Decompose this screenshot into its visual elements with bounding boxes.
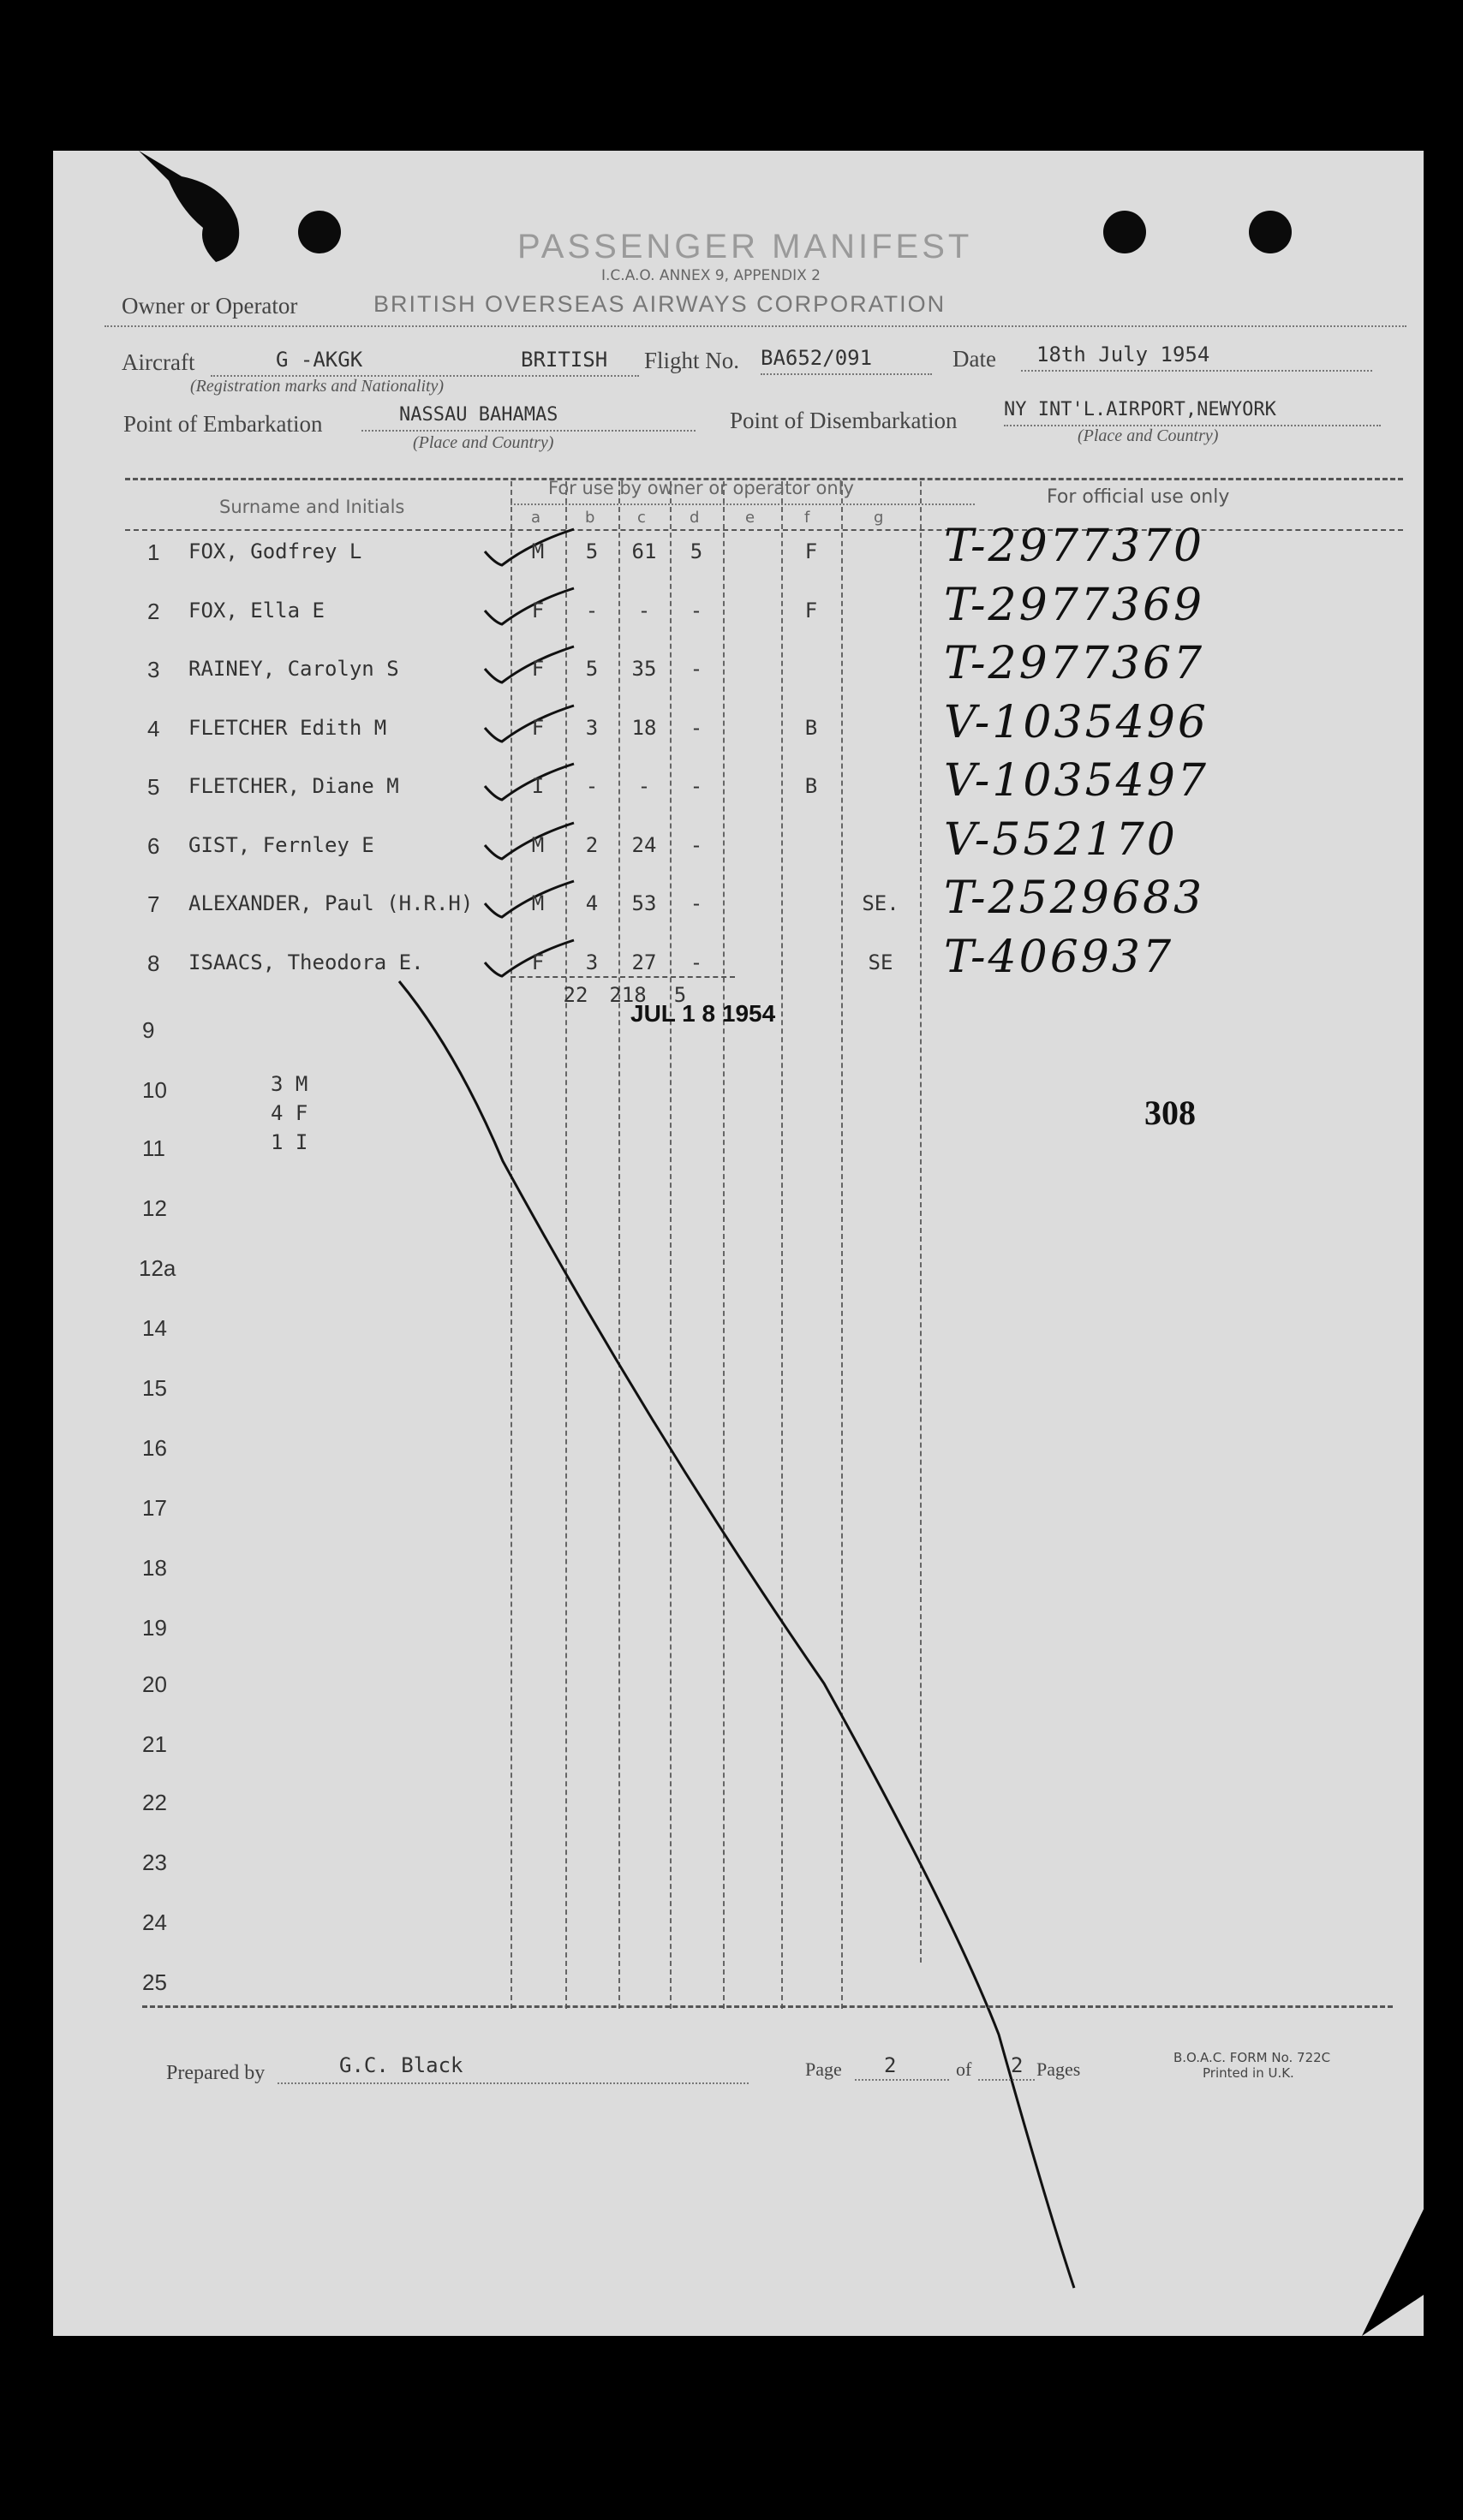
total-c: 218 [609, 983, 647, 1007]
row-number: 3 [147, 657, 160, 682]
official-number: V-1035497 [944, 755, 1209, 807]
cancel-pen-stroke [53, 151, 1424, 2336]
cell-f: F [804, 539, 818, 563]
empty-row-number: 16 [142, 1435, 167, 1461]
empty-row-number: 24 [142, 1909, 167, 1935]
cell-g: SE. [862, 891, 899, 915]
date-value: 18th July 1954 [1036, 343, 1210, 366]
flight-value: BA652/091 [761, 346, 873, 370]
official-number: T-2977367 [944, 638, 1205, 689]
sub-col-header-d: d [690, 509, 700, 527]
cell-d: - [690, 950, 703, 974]
cell-c: 18 [631, 715, 657, 740]
passenger-name: ALEXANDER, Paul (H.R.H) [188, 891, 474, 915]
of-label: of [956, 2058, 972, 2080]
cell-b: 3 [585, 715, 599, 740]
total-d: 5 [673, 983, 687, 1007]
sub-col-header-a: a [531, 509, 541, 527]
empty-row-number: 12 [142, 1195, 167, 1221]
owner-label: Owner or Operator [122, 293, 298, 319]
cell-c: 53 [631, 891, 657, 915]
row-number: 1 [147, 539, 160, 565]
row-number: 5 [147, 774, 160, 800]
cell-c: 27 [631, 950, 657, 974]
disembark-label: Point of Disembarkation [730, 408, 958, 433]
pages-label: Pages [1036, 2058, 1081, 2080]
empty-row-number: 19 [142, 1615, 167, 1641]
cell-d: 5 [690, 539, 703, 563]
count-stamp: 308 [1144, 1093, 1196, 1132]
owner-value: BRITISH OVERSEAS AIRWAYS CORPORATION [373, 291, 946, 317]
summary-male: 3 M [271, 1072, 308, 1096]
cell-a: M [531, 539, 545, 563]
empty-row-number: 23 [142, 1850, 167, 1875]
aircraft-note: (Registration marks and Nationality) [190, 377, 445, 396]
empty-row-number: 15 [142, 1375, 167, 1401]
row-number: 8 [147, 950, 160, 976]
cell-a: I [531, 774, 545, 798]
manifest-title: PASSENGER MANIFEST [517, 228, 973, 265]
printed-in: Printed in U.K. [1203, 2065, 1294, 2081]
sub-col-header-f: f [804, 509, 810, 527]
passenger-name: RAINEY, Carolyn S [188, 657, 399, 681]
cell-c: - [637, 774, 651, 798]
cell-d: - [690, 715, 703, 740]
sub-col-header-g: g [874, 509, 884, 527]
prepared-label: Prepared by [166, 2062, 266, 2084]
empty-row-number: 14 [142, 1315, 167, 1341]
cell-a: F [531, 598, 545, 623]
cell-b: 5 [585, 657, 599, 681]
empty-row-number: 25 [142, 1969, 167, 1995]
aircraft-value: G -AKGK [276, 348, 363, 372]
passenger-name: GIST, Fernley E [188, 832, 374, 857]
row-number: 4 [147, 715, 160, 742]
row-number: 6 [147, 832, 160, 859]
empty-row-number: 20 [142, 1671, 167, 1697]
row-number: 7 [147, 891, 160, 917]
passenger-name: FOX, Godfrey L [188, 539, 362, 563]
cell-d: - [690, 774, 703, 798]
cell-g: SE [868, 950, 893, 974]
disembark-value: NY INT'L.AIRPORT,NEWYORK [1004, 399, 1276, 420]
empty-row-number: 10 [142, 1077, 167, 1103]
row-number: 2 [147, 598, 160, 624]
cell-c: 24 [631, 832, 657, 857]
cell-a: M [531, 832, 545, 857]
aircraft-label: Aircraft [122, 349, 195, 375]
official-number: T-2529683 [944, 873, 1205, 924]
passenger-name: FLETCHER Edith M [188, 715, 387, 740]
summary-infant: 1 I [271, 1130, 308, 1154]
cell-d: - [690, 657, 703, 681]
empty-row-number: 11 [142, 1135, 165, 1161]
cell-b: - [585, 598, 599, 623]
official-number: T-2977370 [944, 521, 1205, 572]
cell-f: B [804, 774, 818, 798]
date-label: Date [952, 346, 996, 372]
flight-label: Flight No. [644, 348, 740, 373]
summary-female: 4 F [271, 1101, 308, 1125]
cell-b: 4 [585, 891, 599, 915]
total-b: 22 [563, 983, 588, 1007]
cell-b: 3 [585, 950, 599, 974]
table-bottom-rule [142, 2005, 1393, 2008]
sub-col-header-c: c [637, 509, 646, 527]
cell-a: F [531, 950, 545, 974]
passenger-name: FLETCHER, Diane M [188, 774, 399, 798]
page-label: Page [805, 2058, 842, 2080]
col-owner-header: For use by owner or operator only [548, 478, 854, 498]
cell-c: 35 [631, 657, 657, 681]
official-number: V-552170 [944, 813, 1178, 866]
cell-d: - [690, 832, 703, 857]
empty-row-number: 18 [142, 1555, 167, 1581]
empty-row-number: 12a [139, 1255, 176, 1281]
passenger-name: ISAACS, Theodora E. [188, 950, 424, 974]
official-number: V-1035496 [944, 696, 1209, 748]
nationality-value: BRITISH [521, 348, 608, 372]
embark-note: (Place and Country) [413, 433, 554, 452]
col-official-header: For official use only [1047, 486, 1230, 508]
manifest-sheet [53, 151, 1424, 2336]
cell-f: F [804, 598, 818, 623]
empty-row-number: 21 [142, 1731, 167, 1757]
empty-row-number: 9 [142, 1017, 155, 1043]
cell-c: - [637, 598, 651, 623]
passenger-name: FOX, Ella E [188, 598, 325, 623]
sub-col-header-e: e [745, 509, 755, 527]
prepared-value: G.C. Black [339, 2053, 463, 2077]
sub-col-header-b: b [585, 509, 595, 527]
cell-c: 61 [631, 539, 657, 563]
cell-d: - [690, 598, 703, 623]
folded-corner [1362, 2209, 1430, 2346]
empty-row-number: 22 [142, 1790, 167, 1815]
page-value: 2 [884, 2053, 897, 2077]
cell-f: B [804, 715, 818, 740]
form-number: B.O.A.C. FORM No. 722C [1173, 2050, 1331, 2065]
disembark-note: (Place and Country) [1078, 426, 1219, 445]
cell-b: 5 [585, 539, 599, 563]
of-value: 2 [1011, 2053, 1024, 2077]
cell-a: F [531, 715, 545, 740]
col-surname-header: Surname and Initials [219, 497, 405, 517]
cell-d: - [690, 891, 703, 915]
cell-a: F [531, 657, 545, 681]
embark-label: Point of Embarkation [123, 411, 323, 437]
official-number: T-406937 [944, 931, 1174, 983]
cell-b: - [585, 774, 599, 798]
empty-row-number: 17 [142, 1495, 167, 1521]
cell-b: 2 [585, 832, 599, 857]
cell-a: M [531, 891, 545, 915]
official-number: T-2977369 [944, 579, 1205, 631]
embark-value: NASSAU BAHAMAS [399, 404, 558, 426]
date-stamp: JUL 1 8 1954 [630, 1000, 776, 1027]
manifest-subtitle: I.C.A.O. ANNEX 9, APPENDIX 2 [601, 267, 821, 284]
